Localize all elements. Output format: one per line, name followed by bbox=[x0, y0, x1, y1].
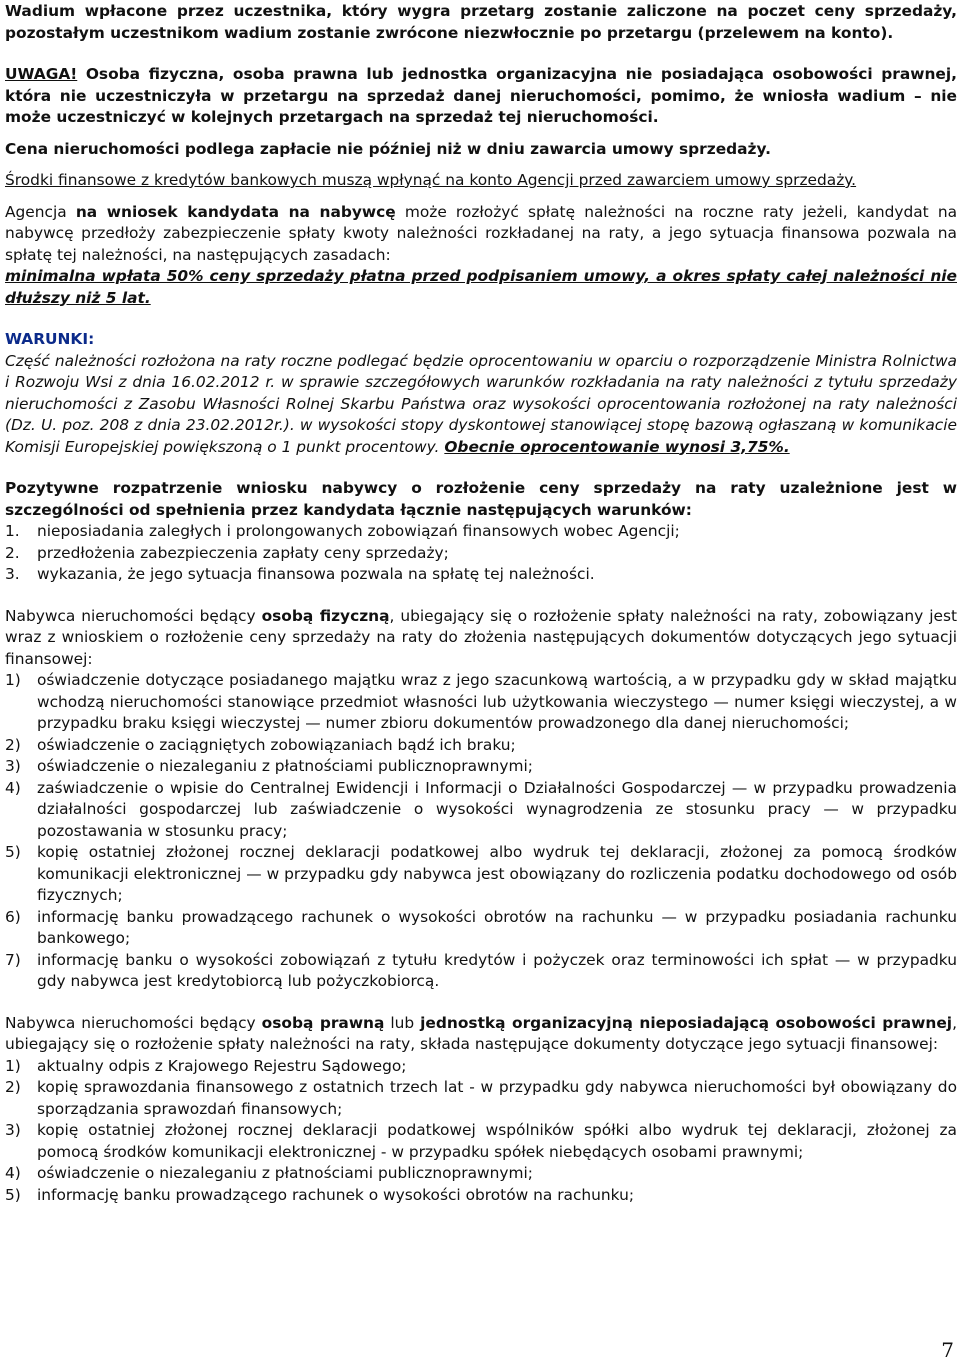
list-item-text: przedłożenia zabezpieczenia zapłaty ceny sprzedaży; bbox=[37, 543, 449, 562]
list-item-text: kopię sprawozdania finansowego z ostatnich trzech lat - w przypadku gdy nabywca nieruchomości był obowiązany do sporządzania sprawozdań finansowych; bbox=[37, 1078, 957, 1118]
list-item bbox=[5, 735, 957, 757]
list-item-number: 1) bbox=[5, 1056, 21, 1075]
list-item-text: oświadczenie o niezaleganiu z płatnościami publicznoprawnymi; bbox=[37, 757, 533, 775]
natural-person-bold: osobą fizyczną bbox=[261, 606, 390, 625]
list-item bbox=[5, 1185, 957, 1207]
list-item-text: zaświadczenie o wpisie do Centralnej Ewidencji i Informacji o Działalności Gospodarczej — w przypadku prowadzenia działalności gospodarczej lub zaświadczenie o wysokości wynagrodzenia ze stosunku pracy — w przypadku pozostawania w stosunku pracy; bbox=[37, 778, 957, 840]
wadium-paragraph: Wadium wpłacone przez uczestnika, który wygra przetarg zostanie zaliczone na poczet ceny sprzedaży, pozostałym uczestnikom wadium zostanie zwrócone niezwłocznie po przetargu (przelewem na konto). bbox=[5, 2, 957, 42]
warunki-text-1: Część należności rozłożona na raty roczne podlegać będzie oprocentowaniu w oparciu o rozporządzenie Ministra Rolnictwa i Rozwoju Wsi z dnia 16.02.2012 r. bbox=[5, 351, 957, 391]
list-item bbox=[5, 756, 957, 778]
page-number: 7 bbox=[941, 1338, 954, 1362]
list-item-text: aktualny odpis z Krajowego Rejestru Sądowego; bbox=[37, 1056, 407, 1075]
list-item-text: oświadczenie o niezaleganiu z płatnościami publicznoprawnymi; bbox=[37, 1164, 533, 1182]
list-item-text: oświadczenie o zaciągniętych zobowiązaniach bądź ich braku; bbox=[37, 735, 516, 754]
list-item-text: kopię ostatniej złożonej rocznej deklaracji podatkowej albo wydruk tej deklaracji, złożonej za pomocą środków komunikacji elektronicznej — w przypadku gdy nabywca jest obowiązany do rozliczenia podatku dochodowego od osób fizycznych; bbox=[37, 843, 957, 904]
natural-person-paragraph bbox=[5, 606, 957, 671]
conditions-list bbox=[5, 521, 957, 586]
warunki-heading: WARUNKI: bbox=[5, 330, 95, 348]
list-item-number: 3) bbox=[5, 757, 21, 775]
natural-person-text-2: , ubiegający się o rozłożenie spłaty należności na raty, zobowiązany jest wraz z wnioskiem o rozłożenie ceny sprzedaży na raty do złożenia następujących dokumentów dotyczących jego sytuacji finansowej: bbox=[5, 606, 957, 668]
minimum-payment-paragraph: minimalna wpłata 50% ceny sprzedaży płatna przed podpisaniem umowy, a okres spłaty całej należności nie dłuższy niż 5 lat. bbox=[5, 267, 957, 307]
list-item-text: nieposiadania zaległych i prolongowanych zobowiązań finansowych wobec Agencji; bbox=[37, 522, 680, 540]
warunki-paragraph bbox=[5, 351, 957, 459]
list-item-number: 5) bbox=[5, 843, 21, 861]
price-payment-paragraph: Cena nieruchomości podlega zapłacie nie później niż w dniu zawarcia umowy sprzedaży. bbox=[5, 139, 771, 158]
natural-person-text-1: Nabywca nieruchomości będący bbox=[5, 606, 262, 625]
legal-person-paragraph bbox=[5, 1013, 957, 1056]
warunki-text-2: w sprawie szczegółowych warunków rozkładania na raty należności z tytułu sprzedaży nieruchomości z Zasobu Własności Rolnej Skarbu Państwa oraz wysokości oprocentowania rozłożonej na raty należności (Dz. U. poz. 208 z dnia 23.02.2012r.). w wysokości stopy dyskontowej stanowiącej stopę bazową ogłaszaną w komunikacie Komisji Europejskiej powiększoną o 1 punkt procentowy. bbox=[5, 373, 957, 456]
conditions-heading: Pozytywne rozpatrzenie wniosku nabywcy o rozłożenie ceny sprzedaży na raty uzależnione jest w szczególności od spełnienia przez kandydata łącznie następujących warunków: bbox=[5, 479, 957, 519]
list-item bbox=[5, 543, 957, 565]
list-item-number: 4) bbox=[5, 1164, 21, 1182]
list-item-number: 7) bbox=[5, 950, 21, 969]
list-item bbox=[5, 521, 957, 543]
bank-credit-paragraph: Środki finansowe z kredytów bankowych muszą wpłynąć na konto Agencji przed zawarciem umowy sprzedaży. bbox=[5, 171, 857, 189]
list-item bbox=[5, 907, 957, 950]
uwaga-text: Osoba fizyczna, osoba prawna lub jednostka organizacyjna nie posiadająca osobowości prawnej, która nie uczestniczyła w przetargu na sprzedaż danej nieruchomości, pomimo, że wniosła wadium – nie może uczestniczyć w kolejnych przetargach na sprzedaż tej nieruchomości. bbox=[5, 65, 957, 126]
uwaga-paragraph bbox=[5, 64, 957, 129]
list-item-number: 2. bbox=[5, 543, 20, 562]
list-item-number: 5) bbox=[5, 1185, 21, 1204]
installment-paragraph bbox=[5, 202, 957, 267]
list-item bbox=[5, 950, 957, 993]
list-item-number: 1) bbox=[5, 671, 21, 689]
legal-person-bold-2: jednostką organizacyjną nieposiadającą osobowości prawnej bbox=[420, 1013, 953, 1032]
list-item-text: wykazania, że jego sytuacja finansowa pozwala na spłatę tej należności. bbox=[37, 565, 595, 583]
list-item-number: 2) bbox=[5, 1078, 21, 1096]
list-item bbox=[5, 1077, 957, 1120]
legal-person-documents-list bbox=[5, 1056, 957, 1207]
list-item-number: 2) bbox=[5, 735, 21, 754]
list-item bbox=[5, 1056, 957, 1078]
legal-person-bold-1: osobą prawną bbox=[261, 1013, 385, 1032]
list-item bbox=[5, 1120, 957, 1163]
list-item-text: kopię ostatniej złożonej rocznej deklaracji podatkowej wspólników spółki albo wydruk tej deklaracji, złożonej za pomocą środków komunikacji elektronicznej - w przypadku spółek niebędących osobami prawnymi; bbox=[37, 1121, 957, 1161]
list-item bbox=[5, 842, 957, 907]
list-item-number: 4) bbox=[5, 778, 21, 797]
list-item bbox=[5, 1163, 957, 1185]
list-item-number: 6) bbox=[5, 907, 21, 926]
installment-text-bold: na wniosek kandydata na nabywcę bbox=[75, 202, 396, 221]
natural-person-documents-list bbox=[5, 670, 957, 993]
document-page bbox=[5, 1, 957, 1206]
list-item-number: 3) bbox=[5, 1121, 21, 1139]
legal-person-text-1: Nabywca nieruchomości będący bbox=[5, 1013, 262, 1032]
interest-rate-text: Obecnie oprocentowanie wynosi 3,75%. bbox=[444, 437, 790, 456]
uwaga-label: UWAGA! bbox=[5, 65, 78, 83]
list-item-text: informację banku prowadzącego rachunek o wysokości obrotów na rachunku; bbox=[37, 1185, 635, 1204]
list-item-text: informację banku o wysokości zobowiązań z tytułu kredytów i pożyczek oraz terminowości ich spłat — w przypadku gdy nabywca jest kredytobiorcą lub pożyczkobiorcą. bbox=[37, 950, 957, 990]
installment-text-2: może rozłożyć spłatę należności na roczne raty jeżeli, kandydat na nabywcę przedłoży zabezpieczenie spłaty kwoty należności rozkładanej na raty, a jego sytuacja finansowa pozwala na spłatę tej należności, na następujących zasadach: bbox=[5, 202, 958, 264]
legal-person-text-3: , ubiegający się o rozłożenie spłaty należności na raty, składa następujące dokumenty dotyczące jego sytuacji finansowej: bbox=[5, 1013, 957, 1053]
list-item bbox=[5, 670, 957, 735]
list-item-number: 1. bbox=[5, 522, 20, 540]
list-item-text: oświadczenie dotyczące posiadanego majątku wraz z jego szacunkową wartością, a w przypadku gdy w skład majątku wchodzą nieruchomości stanowiące przedmiot własności lub użytkowania wieczystego — numer księgi wieczystej, a w przypadku braku księgi wieczystej — numer zbioru dokumentów prowadzonego dla danej nieruchomości; bbox=[37, 671, 957, 732]
installment-text-1: Agencja bbox=[5, 202, 76, 221]
list-item-text: informację banku prowadzącego rachunek o wysokości obrotów na rachunku — w przypadku posiadania rachunku bankowego; bbox=[37, 907, 957, 947]
legal-person-text-2: lub bbox=[384, 1013, 421, 1032]
list-item-number: 3. bbox=[5, 565, 20, 583]
list-item bbox=[5, 778, 957, 843]
list-item bbox=[5, 564, 957, 586]
